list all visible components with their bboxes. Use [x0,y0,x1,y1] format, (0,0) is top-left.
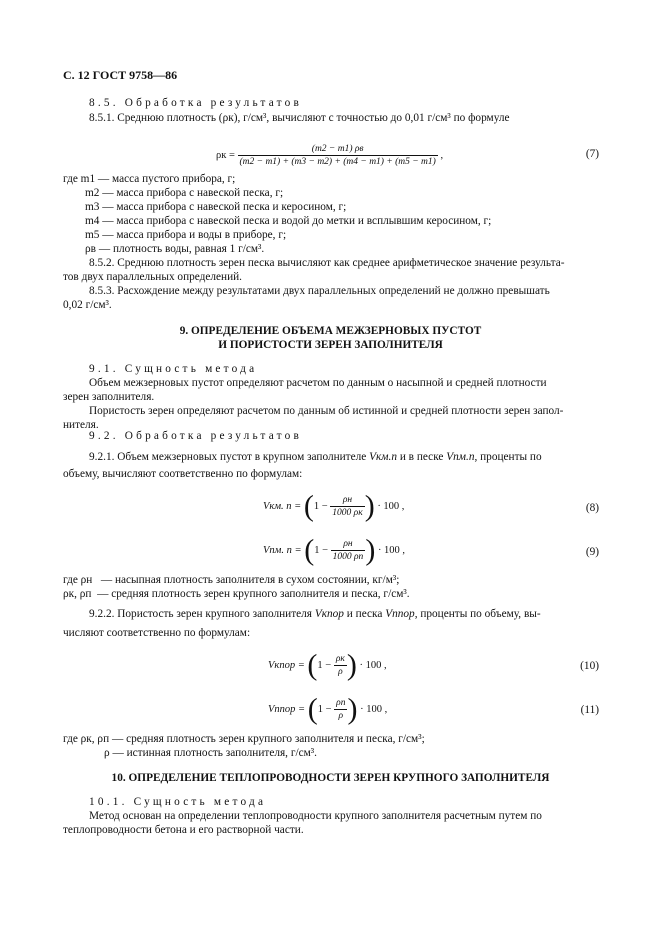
formula-11: Vппор = (1 − $\frac{\rho п}{\rho}$ ) · 100 , [268,692,388,726]
legend-m1: где m1 — масса пустого прибора, г; [63,173,236,185]
para-9-2-2-line2: числяют соответственно по формулам: [63,627,251,639]
section-9-heading-line1: 9. ОПРЕДЕЛЕНИЕ ОБЪЕМА МЕЖЗЕРНОВЫХ ПУСТОТ [179,325,482,337]
section-9-1-title: 9.1. Сущность метода [89,363,258,375]
formula-9: Vпм. п = (1 − $\frac{\rho н}{1000 \rho п}$ ) · 100 , [263,533,406,567]
legend-rho-k-p-2: где ρк, ρп — средняя плотность зерен крупного заполнителя и песка, г/см³; [63,733,425,745]
para-8-5-2-line2: тов двух параллельных определений. [63,271,243,283]
formula-11-lhs: Vппор = [268,703,306,715]
formula-7 [216,143,443,168]
section-9-2-title: 9.2. Обработка результатов [89,430,302,442]
legend-rho-true: ρ — истинная плотность заполнителя, г/см³. [104,747,317,759]
formula-11-fraction: $\frac{\rho п}{\rho}$ [336,698,346,721]
para-9-1-line2: зерен заполнителя. [63,391,155,403]
para-9-1-line4: нителя. [63,419,99,431]
para-8-5-2-line1: 8.5.2. Среднюю плотность зерен песка вычисляют как среднее арифметическое значение результа- [89,257,565,269]
para-9-2-2-line1: 9.2.2. Пористость зерен крупного заполнителя Vкпор и песка Vппор, проценты по объему, вы- [89,608,541,620]
formula-9-fraction: $\frac{\rho н}{1000 \rho п}$ [332,539,364,562]
legend-m2: m2 — масса прибора с навеской песка, г; [85,187,284,199]
formula-8-lhs: Vкм. п = [263,500,302,512]
formula-7-numerator: (m2 − m1) ρв [238,143,438,156]
para-10-1-line1: Метод основан на определении теплопроводности крупного заполнителя расчетным путем по [89,810,542,822]
formula-10: Vкпор = (1 − $\frac{\rho к}{\rho}$ ) · 100 , [268,648,387,682]
inline-v-mp-coarse: Vкм.п [369,451,397,463]
para-9-2-1-line2: объему, вычисляют соответственно по формулам: [63,468,303,480]
legend-m3: m3 — масса прибора с навеской песка и керосином, г; [85,201,347,213]
legend-m5: m5 — масса прибора и воды в приборе, г; [85,229,287,241]
formula-10-number: (10) [580,660,599,672]
section-8-5-title: 8.5. Обработка результатов [89,97,302,109]
inline-v-por-sand: Vппор [385,608,415,620]
formula-10-fraction: $\frac{\rho к}{\rho}$ [335,654,345,677]
legend-rho-k-p: ρк, ρп — средняя плотность зерен крупного заполнителя и песка, г/см³. [63,588,410,600]
formula-8-number: (8) [585,502,599,514]
para-9-1-line1: Объем межзерновых пустот определяют расчетом по данным о насыпной и средней плотности [89,377,547,389]
formula-8: Vкм. п = (1 − $\frac{\rho н}{1000 \rho к}$ ) · 100 , [263,489,405,523]
inline-v-por-coarse: Vкпор [314,608,344,620]
formula-10-lhs: Vкпор = [268,659,305,671]
legend-m4: m4 — масса прибора с навеской песка и водой до метки и всплывшим керосином, г; [85,215,492,227]
formula-8-fraction: $\frac{\rho н}{1000 \rho к}$ [332,495,363,518]
section-9-heading-line2: И ПОРИСТОСТИ ЗЕРЕН ЗАПОЛНИТЕЛЯ [218,339,443,351]
formula-11-number: (11) [580,704,599,716]
formula-7-denominator: (m2 − m1) + (m3 − m2) + (m4 − m1) + (m5 − m1) [239,157,436,167]
section-10-heading: 10. ОПРЕДЕЛЕНИЕ ТЕПЛОПРОВОДНОСТИ ЗЕРЕН КРУПНОГО ЗАПОЛНИТЕЛЯ [111,772,550,784]
inline-v-mp-sand: Vпм.п [446,451,475,463]
para-9-2-1-line1: 9.2.1. Объем межзерновых пустот в крупном заполнителе Vкм.п и в песке Vпм.п, проценты по [89,451,542,463]
legend-rho-v: ρв — плотность воды, равная 1 г/см³. [85,243,265,255]
formula-7-fraction [238,143,438,168]
section-10-1-title: 10.1. Сущность метода [89,796,267,808]
para-10-1-line2: теплопроводности бетона и его растворной части. [63,824,304,836]
formula-7-tail: , [440,149,444,161]
para-9-1-line3: Пористость зерен определяют расчетом по данным об истинной и средней плотности зерен запол- [89,405,564,417]
formula-9-lhs: Vпм. п = [263,544,302,556]
para-8-5-3-line1: 8.5.3. Расхождение между результатами двух параллельных определений не должно превышать [89,285,550,297]
para-8-5-3-line2: 0,02 г/см³. [63,299,112,311]
para-8-5-1: 8.5.1. Среднюю плотность (ρк), г/см³, вычисляют с точностью до 0,01 г/см³ по формуле [89,112,510,124]
legend-rho-n: где ρн — насыпная плотность заполнителя в сухом состоянии, кг/м³; [63,574,400,586]
formula-9-number: (9) [585,546,599,558]
formula-7-lhs: ρк = [216,149,235,161]
page-header: С. 12 ГОСТ 9758—86 [63,68,178,82]
formula-7-number: (7) [585,148,599,160]
